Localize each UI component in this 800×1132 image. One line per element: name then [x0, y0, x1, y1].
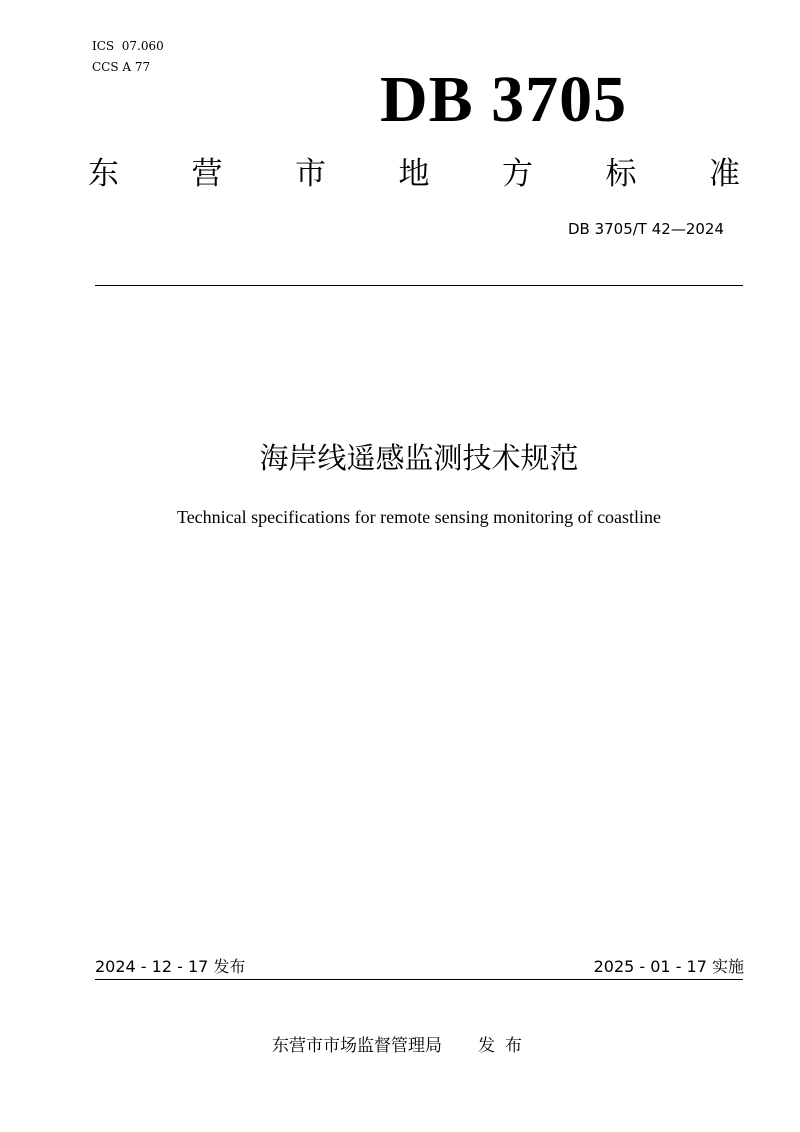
- ics-code: ICS 07.060: [92, 39, 164, 53]
- title-chinese: 海岸线遥感监测技术规范: [259, 441, 579, 475]
- bottom-divider: [95, 979, 743, 980]
- issuer-line: [272, 1034, 532, 1058]
- local-standard-char: 东: [88, 156, 119, 192]
- title-english: Technical specifications for remote sensing monitoring of coastline: [176, 507, 662, 527]
- ccs-code: CCS A 77: [92, 60, 151, 74]
- issue-date: 2024 - 12 - 17 发布: [95, 957, 246, 976]
- issuer-organization: 东营市市场监督管理局: [272, 1036, 442, 1056]
- local-standard-char: 地: [398, 156, 430, 192]
- local-standard-char: 营: [191, 156, 223, 192]
- local-standard-char: 方: [502, 156, 533, 192]
- local-standard-char: 准: [709, 156, 740, 192]
- top-divider: [95, 285, 743, 286]
- db-code-heading: DB 3705: [380, 63, 628, 136]
- implementation-date: 2025 - 01 - 17 实施: [593, 957, 744, 976]
- standard-number: DB 3705/T 42—2024: [567, 220, 724, 238]
- issuer-action: 发布: [478, 1036, 532, 1056]
- local-standard-label: [88, 154, 740, 194]
- local-standard-char: 标: [605, 156, 637, 192]
- local-standard-char: 市: [295, 156, 326, 192]
